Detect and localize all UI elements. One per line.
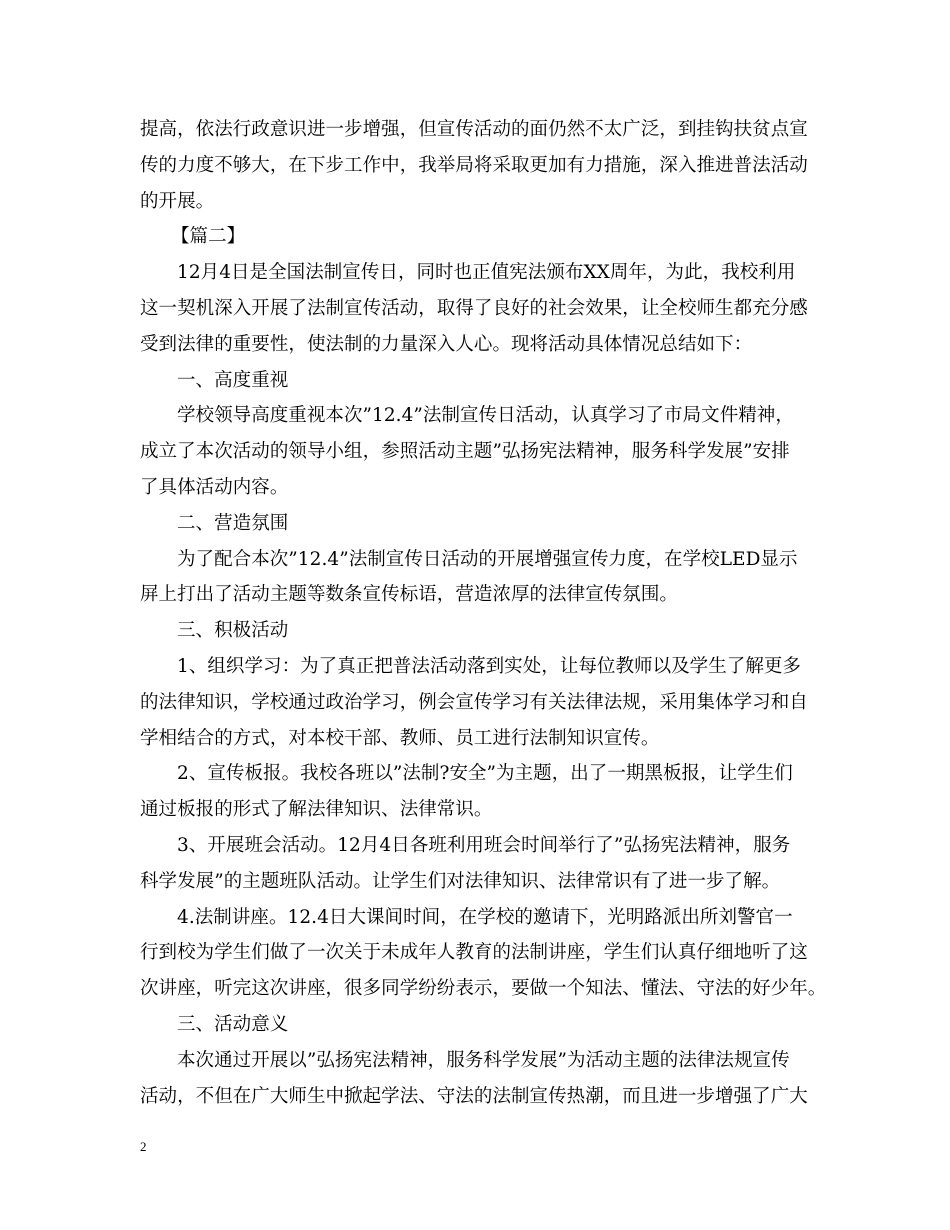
body-text-line: 的法律知识，学校通过政治学习，例会宣传学习有关法律法规，采用集体学习和自 xyxy=(140,691,808,713)
body-text-line: 传的力度不够大，在下步工作中，我举局将采取更加有力措施，深入推进普法活动 xyxy=(140,154,808,176)
section-heading: 一、高度重视 xyxy=(177,369,289,391)
paragraph-start-line: 1、组织学习：为了真正把普法活动落到实处，让每位教师以及学生了解更多 xyxy=(177,655,801,677)
section-heading: 三、积极活动 xyxy=(177,620,289,642)
body-text-line: 学相结合的方式，对本校干部、教师、员工进行法制知识宣传。 xyxy=(140,727,660,749)
paragraph-start-line: 4.法制讲座。12.4日大课间时间，在学校的邀请下，光明路派出所刘警官一 xyxy=(177,906,793,928)
body-text-line: 提高，依法行政意识进一步增强，但宣传活动的面仍然不太广泛，到挂钩扶贫点宣 xyxy=(140,119,808,140)
body-text-line: 活动，不但在广大师生中掀起学法、守法的法制宣传热潮，而且进一步增强了广大 xyxy=(140,1085,808,1107)
paragraph-start-line: 2、宣传板报。我校各班以”法制?安全”为主题，出了一期黑板报，让学生们 xyxy=(177,763,793,785)
section-heading: 二、营造氛围 xyxy=(177,512,289,534)
body-text-line: 屏上打出了活动主题等数条宣传标语，营造浓厚的法律宣传氛围。 xyxy=(140,584,678,606)
body-text-line: 通过板报的形式了解法律知识、法律常识。 xyxy=(140,799,493,821)
body-text-line: 的开展。 xyxy=(140,190,215,212)
paragraph-start-line: 本次通过开展以”弘扬宪法精神，服务科学发展”为活动主题的法律法规宣传 xyxy=(177,1049,790,1071)
section-heading: 【篇二】 xyxy=(171,226,246,248)
paragraph-start-line: 为了配合本次”12.4”法制宣传日活动的开展增强宣传力度，在学校LED显示 xyxy=(177,548,798,570)
paragraph-start-line: 12月4日是全国法制宣传日，同时也正值宪法颁布XX周年，为此，我校利用 xyxy=(177,262,796,284)
paragraph-start-line: 3、开展班会活动。12月4日各班利用班会时间举行了”弘扬宪法精神，服务 xyxy=(177,834,791,856)
body-text-line: 行到校为学生们做了一次关于未成年人教育的法制讲座，学生们认真仔细地听了这 xyxy=(140,942,808,964)
body-text-line: 成立了本次活动的领导小组，参照活动主题”弘扬宪法精神，服务科学发展”安排 xyxy=(140,441,790,463)
section-heading: 三、活动意义 xyxy=(177,1013,289,1035)
body-text-line: 次讲座，听完这次讲座，很多同学纷纷表示，要做一个知法、懂法、守法的好少年。 xyxy=(140,978,827,1000)
body-text-line: 这一契机深入开展了法制宣传活动，取得了良好的社会效果，让全校师生都充分感 xyxy=(140,297,808,319)
body-text-line: 了具体活动内容。 xyxy=(140,476,289,498)
body-text-line: 科学发展”的主题班队活动。让学生们对法律知识、法律常识有了进一步了解。 xyxy=(140,870,781,892)
page-number: 2 xyxy=(140,1139,147,1154)
body-text-line: 受到法律的重要性，使法制的力量深入人心。现将活动具体情况总结如下： xyxy=(140,333,753,355)
document-body xyxy=(140,112,827,1114)
paragraph-start-line: 学校领导高度重视本次”12.4”法制宣传日活动，认真学习了市局文件精神， xyxy=(177,405,794,427)
